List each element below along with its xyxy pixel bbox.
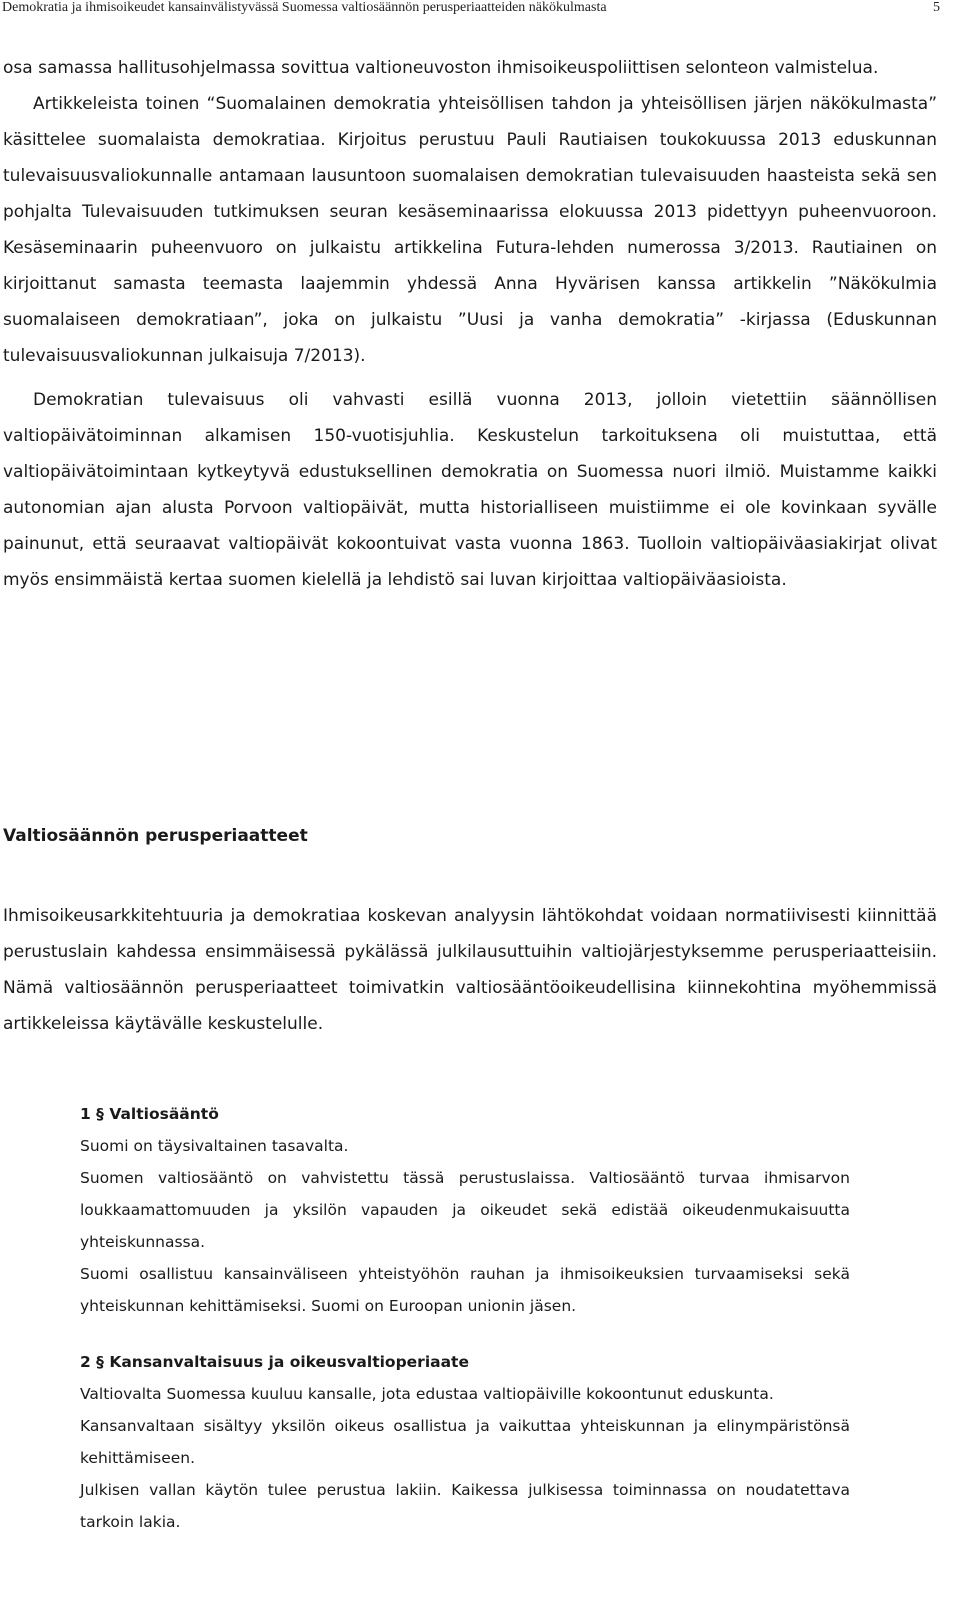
paragraph: Artikkeleista toinen “Suomalainen demokratia yhteisöllisen tahdon ja yhteisöllisen järjen näkökulmasta” käsittelee suomalaista demokratiaa. Kirjoitus perustuu Pauli Rautiaisen toukokuussa 2013 eduskunnan tulevaisuusvaliokunnalle antamaan lausuntoon suomalaisen demokratian tulevaisuuden haasteista sekä sen pohjalta Tulevaisuuden tutkimuksen seuran kesäseminaarissa elokuussa 2013 pidettyyn puheenvuoroon. Kesäseminaarin puheenvuoro on julkaistu artikkelina Futura-lehden numerossa 3/2013. Rautiainen on kirjoittanut samasta teemasta laajemmin yhdessä Anna Hyvärisen kanssa artikkelin ”Näkökulmia suomalaiseen demokratiaan”, joka on julkaistu ”Uusi ja vanha demokratia” -kirjassa (Eduskunnan tulevaisuusvaliokunnan julkaisuja 7/2013). <box>3 94 937 366</box>
law-paragraph: Suomen valtiosääntö on vahvistettu tässä perustuslaissa. Valtiosääntö turvaa ihmisarvon loukkaamattomuuden ja yksilön vapauden ja oikeudet sekä edistää oikeudenmukaisuutta yhteiskunnassa. <box>80 1169 850 1251</box>
section-intro <box>3 898 937 1042</box>
running-header <box>0 0 960 26</box>
law-paragraph: Julkisen vallan käytön tulee perustua lakiin. Kaikessa julkisessa toiminnassa on noudatettava tarkoin lakia. <box>80 1481 850 1531</box>
law-paragraph: Suomi on täysivaltainen tasavalta. <box>80 1137 349 1155</box>
paragraph: osa samassa hallitusohjelmassa sovittua valtioneuvoston ihmisoikeuspoliittisen selonteon valmistelua. <box>3 58 879 78</box>
running-header-title: Demokratia ja ihmisoikeudet kansainvälistyvässä Suomessa valtiosäännön perusperiaatteiden näkökulmasta <box>2 0 607 15</box>
law-paragraph: Valtiovalta Suomessa kuuluu kansalle, jota edustaa valtiopäiville kokoontunut eduskunta. <box>80 1385 774 1403</box>
section-heading: Valtiosäännön perusperiaatteet <box>3 826 308 846</box>
paragraph: Demokratian tulevaisuus oli vahvasti esillä vuonna 2013, jolloin vietettiin säännöllisen valtiopäivätoiminnan alkamisen 150-vuotisjuhlia. Keskustelun tarkoituksena oli muistuttaa, että valtiopäivätoimintaan kytkeytyvä edustuksellinen demokratia on Suomessa nuori ilmiö. Muistamme kaikki autonomian ajan alusta Porvoon valtiopäivät, mutta historialliseen muistiimme ei ole kovinkaan syvälle painunut, että seuraavat valtiopäivät kokoontuivat vasta vuonna 1863. Tuolloin valtiopäiväasiakirjat olivat myös ensimmäistä kertaa suomen kielellä ja lehdistö sai luvan kirjoittaa valtiopäiväasioista. <box>3 390 937 590</box>
paragraph: Ihmisoikeusarkkitehtuuria ja demokratiaa koskevan analyysin lähtökohdat voidaan normatiivisesti kiinnittää perustuslain kahdessa ensimmäisessä pykälässä julkilausuttuihin valtiojärjestyksemme perusperiaatteisiin. Nämä valtiosäännön perusperiaatteet toimivatkin valtiosääntöoikeudellisina kiinnekohtina myöhemmissä artikkeleissa käytävälle keskustelulle. <box>3 906 937 1034</box>
body-text <box>3 50 937 598</box>
page-number: 5 <box>933 0 940 15</box>
law-section-title: 1 § Valtiosääntö <box>80 1105 219 1123</box>
law-section-2 <box>80 1346 850 1538</box>
law-paragraph: Kansanvaltaan sisältyy yksilön oikeus osallistua ja vaikuttaa yhteiskunnan ja elinympäristönsä kehittämiseen. <box>80 1417 850 1467</box>
law-section-1 <box>80 1098 850 1322</box>
law-section-title: 2 § Kansanvaltaisuus ja oikeusvaltioperiaate <box>80 1353 469 1371</box>
law-paragraph: Suomi osallistuu kansainväliseen yhteistyöhön rauhan ja ihmisoikeuksien turvaamiseksi sekä yhteiskunnan kehittämiseksi. Suomi on Euroopan unionin jäsen. <box>80 1265 850 1315</box>
